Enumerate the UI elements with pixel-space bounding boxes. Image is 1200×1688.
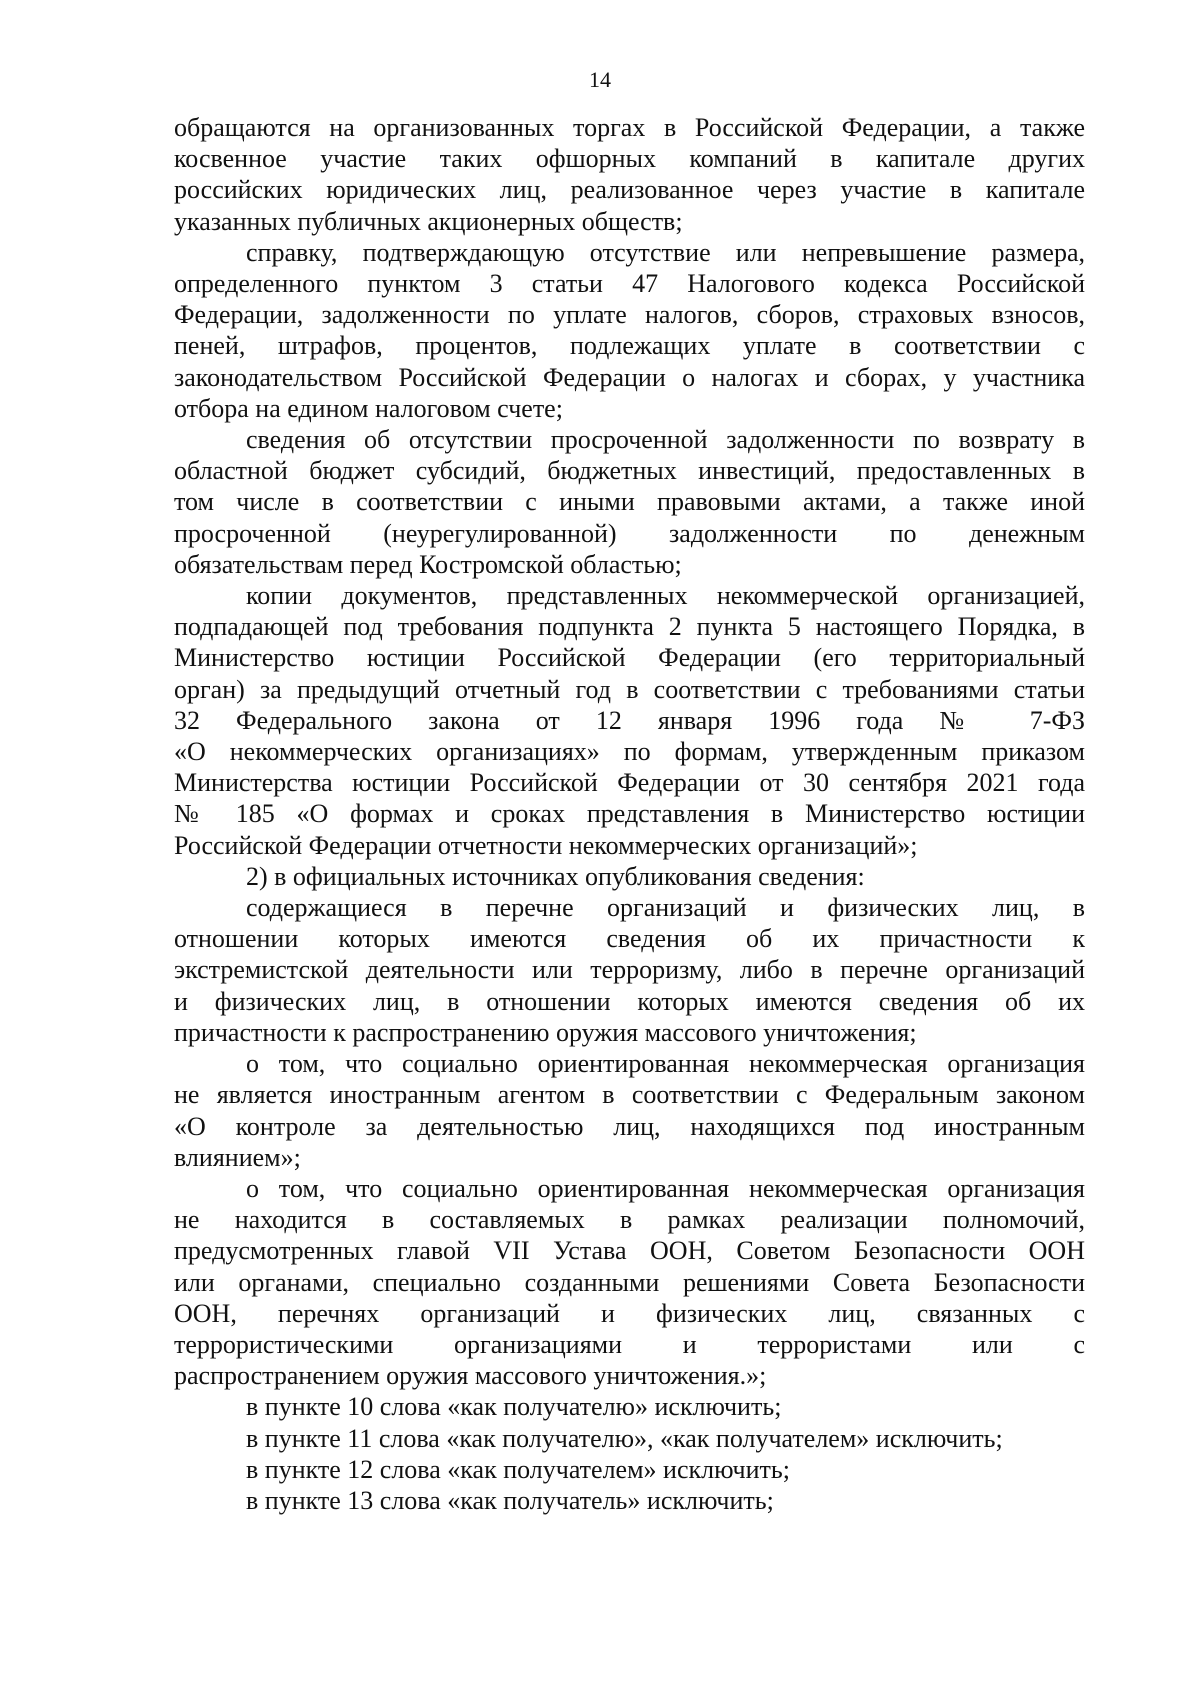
paragraph-p8 — [174, 1173, 1085, 1391]
paragraph-p6 — [174, 892, 1085, 1048]
text-line: и физических лиц, в отношении которых имеются сведения об их — [174, 986, 1085, 1016]
paragraph-p4 — [174, 580, 1085, 861]
text-line: ООН, перечнях организаций и физических лиц, связанных с — [174, 1298, 1085, 1328]
text-line: «О контроле за деятельностью лиц, находящихся под иностранным — [174, 1111, 1085, 1141]
text-line: влиянием»; — [174, 1142, 301, 1172]
text-line: Министерство юстиции Российской Федерации (его территориальный — [174, 643, 1085, 673]
text-line: о том, что социально ориентированная некоммерческая организация — [246, 1049, 1085, 1079]
text-line: указанных публичных акционерных обществ; — [174, 206, 683, 236]
text-line: в пункте 10 слова «как получателю» исключить; — [246, 1392, 782, 1422]
text-line: косвенное участие таких офшорных компаний в капитале других — [174, 144, 1085, 174]
text-line: обязательствам перед Костромской областью; — [174, 549, 682, 579]
text-line: пеней, штрафов, процентов, подлежащих уплате в соответствии с — [174, 331, 1085, 361]
paragraph-p12 — [174, 1485, 1085, 1516]
paragraph-p1 — [174, 112, 1085, 237]
text-line: 32 Федерального закона от 12 января 1996 года № 7-ФЗ — [174, 705, 1085, 735]
text-line: копии документов, представленных некоммерческой организацией, — [246, 581, 1085, 611]
text-line: орган) за предыдущий отчетный год в соответствии с требованиями статьи — [174, 674, 1085, 704]
text-line: отношении которых имеются сведения об их причастности к — [174, 924, 1085, 954]
text-line: содержащиеся в перечне организаций и физических лиц, в — [246, 893, 1085, 923]
text-line: обращаются на организованных торгах в Российской Федерации, а также — [174, 113, 1085, 142]
text-line: причастности к распространению оружия массового уничтожения; — [174, 1017, 917, 1047]
text-line: предусмотренных главой VII Устава ООН, Советом Безопасности ООН — [174, 1236, 1085, 1266]
text-line: Российской Федерации отчетности некоммерческих организаций»; — [174, 830, 918, 860]
text-line: или органами, специально созданными решениями Совета Безопасности — [174, 1267, 1085, 1297]
paragraph-p3 — [174, 424, 1085, 580]
text-line: о том, что социально ориентированная некоммерческая организация — [246, 1173, 1085, 1203]
paragraph-p7 — [174, 1048, 1085, 1173]
text-line: российских юридических лиц, реализованное через участие в капитале — [174, 175, 1085, 205]
text-line: отбора на едином налоговом счете; — [174, 393, 563, 423]
paragraph-p9 — [174, 1391, 1085, 1422]
paragraph-p11 — [174, 1454, 1085, 1485]
text-line: определенного пунктом 3 статьи 47 Налогового кодекса Российской — [174, 269, 1085, 299]
text-line: законодательством Российской Федерации о налогах и сборах, у участника — [174, 362, 1085, 392]
page-number: 14 — [589, 67, 611, 92]
text-line: просроченной (неурегулированной) задолженности по денежным — [174, 518, 1085, 548]
text-line: справку, подтверждающую отсутствие или непревышение размера, — [246, 237, 1085, 267]
paragraph-p5 — [174, 861, 1085, 892]
text-line: сведения об отсутствии просроченной задолженности по возврату в — [246, 425, 1085, 455]
text-line: в пункте 12 слова «как получателем» исключить; — [246, 1454, 790, 1484]
text-line: № 185 «О формах и сроках представления в Министерство юстиции — [174, 799, 1085, 829]
paragraph-p2 — [174, 237, 1085, 424]
text-line: областной бюджет субсидий, бюджетных инвестиций, предоставленных в — [174, 456, 1085, 486]
text-line: Министерства юстиции Российской Федерации от 30 сентября 2021 года — [174, 768, 1085, 798]
text-line: террористическими организациями и террористами или с — [174, 1329, 1085, 1359]
document-body — [174, 112, 1085, 1516]
text-line: не является иностранным агентом в соответствии с Федеральным законом — [174, 1080, 1085, 1110]
text-line: в пункте 11 слова «как получателю», «как получателем» исключить; — [246, 1423, 1003, 1453]
text-line: не находится в составляемых в рамках реализации полномочий, — [174, 1205, 1085, 1235]
text-line: Федерации, задолженности по уплате налогов, сборов, страховых взносов, — [174, 300, 1085, 330]
text-line: в пункте 13 слова «как получатель» исключить; — [246, 1485, 774, 1515]
text-line: том числе в соответствии с иными правовыми актами, а также иной — [174, 487, 1085, 517]
text-line: экстремистской деятельности или терроризму, либо в перечне организаций — [174, 955, 1085, 985]
text-line: «О некоммерческих организациях» по формам, утвержденным приказом — [174, 737, 1085, 767]
paragraph-p10 — [174, 1423, 1085, 1454]
text-line: распространением оружия массового уничтожения.»; — [174, 1361, 767, 1391]
text-line: подпадающей под требования подпункта 2 пункта 5 настоящего Порядка, в — [174, 612, 1085, 642]
text-line: 2) в официальных источниках опубликования сведения: — [246, 861, 865, 891]
